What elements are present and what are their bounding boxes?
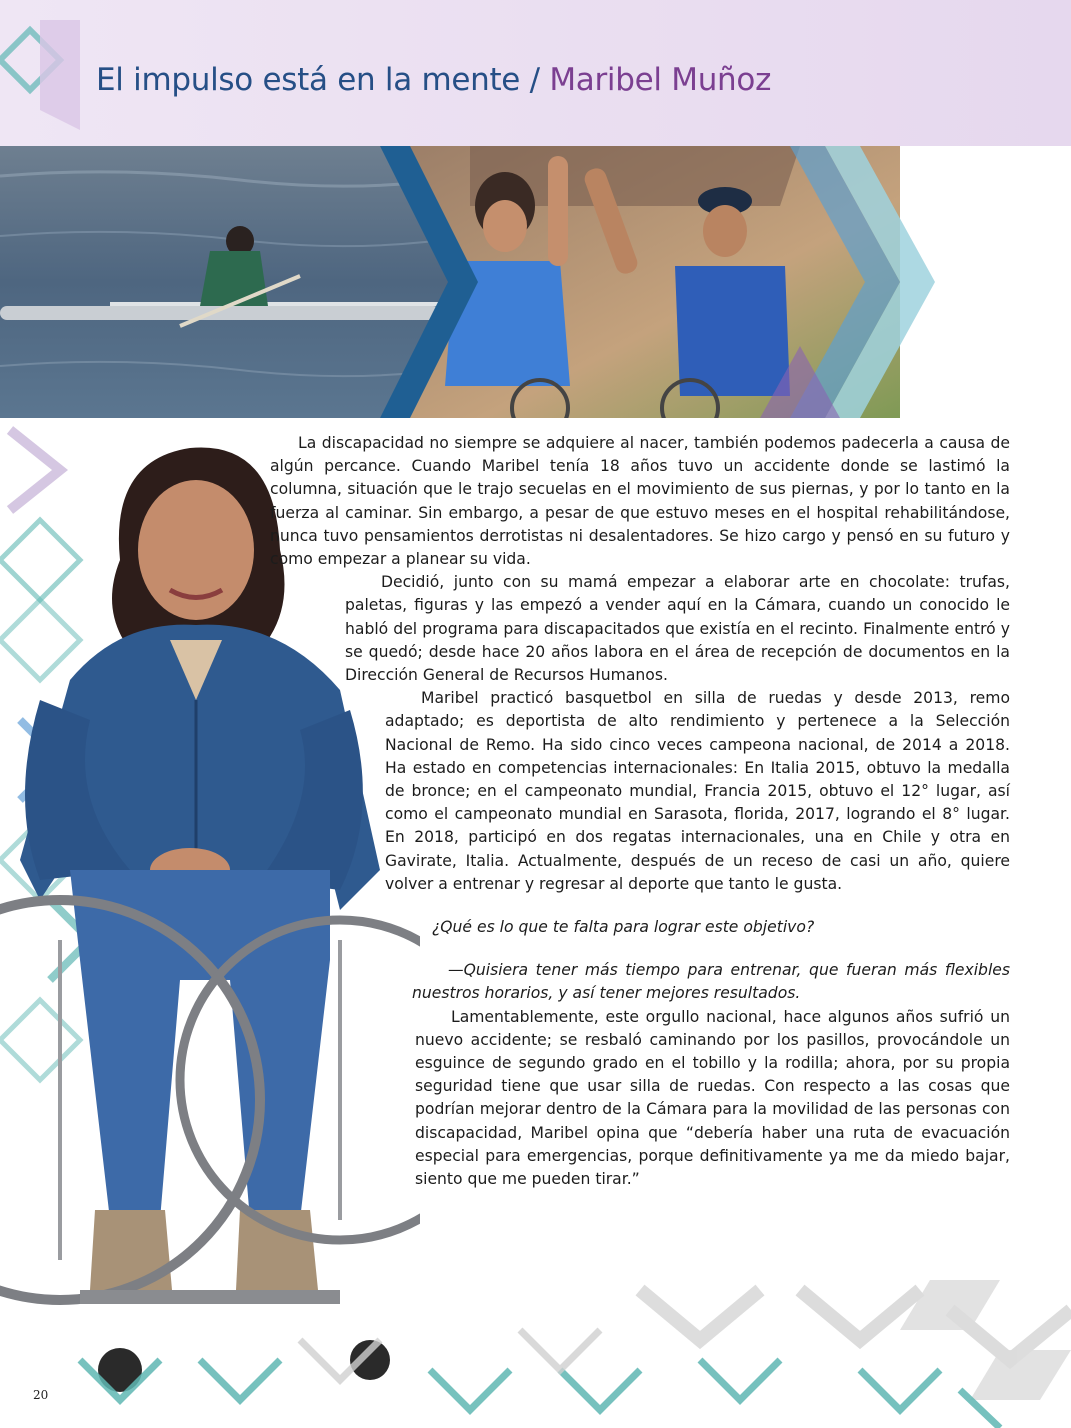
- article-body: [270, 432, 1010, 1312]
- interview-question: ¿Qué es lo que te falta para lograr este objetivo?: [432, 918, 815, 937]
- photo-strip: [0, 146, 1071, 418]
- article-paragraph: Maribel practicó basquetbol en silla de ruedas y desde 2013, remo adaptado; es deportista de alto rendimiento y pertenece a la Selección Nacional de Remo. Ha sido cinco veces campeona nacional, de 2014 a 2018. Ha estado en competencias internacionales: En Italia 2015, obtuvo la medalla de bronce; en el campeonato mundial, Francia 2015, obtuvo el 12° lugar, así como el campeonato mundial en Sarasota, florida, 2017, logrando el 8° lugar. En 2018, participó en dos regatas internacionales, una en Chile y otra en Gavirate, Italia. Actualmente, después de un receso de casi un año, quiere volver a entrenar y regresar al deporte que tanto le gusta.: [385, 689, 1010, 893]
- rowing-photo: [0, 146, 470, 418]
- page-title: [96, 62, 771, 98]
- title-person-name: Maribel Muñoz: [549, 62, 772, 98]
- title-subject: El impulso está en la mente /: [96, 62, 550, 98]
- page-number: 20: [33, 1388, 49, 1402]
- article-paragraph: Lamentablemente, este orgullo nacional, hace algunos años sufrió un nuevo accidente; se resbaló caminando por los pasillos, provocándole un esguince de segundo grado en el tobillo y la rodilla; ahora, por su propia seguridad tiene que usar silla de ruedas. Con respecto a las cosas que podrían mejorar dentro de la Cámara para la movilidad de las personas con discapacidad, Maribel opina que “debería haber una ruta de evacuación especial para emergencias, porque definitivamente ya me da miedo bajar, siento que me pueden tirar.”: [415, 1007, 1010, 1189]
- article-paragraph: Decidió, junto con su mamá empezar a elaborar arte en chocolate: trufas, paletas, figuras y las empezó a vender aquí en la Cámara, cuando un conocido le habló del programa para discapacitados que existía en el recinto. Finalmente entró y se quedó; desde hace 20 años labora en el área de recepción de documentos en la Dirección General de Recursos Humanos.: [345, 573, 1010, 685]
- interview-answer: —Quisiera tener más tiempo para entrenar, que fueran más flexibles nuestros horarios, y así tener mejores resultados.: [412, 961, 1010, 1003]
- article-paragraph: La discapacidad no siempre se adquiere al nacer, también podemos padecerla a causa de algún percance. Cuando Maribel tenía 18 años tuvo un accidente donde se lastimó la columna, situación que le trajo secuelas en el movimiento de sus piernas, y por lo tanto en la fuerza al caminar. Sin embargo, a pesar de que estuvo meses en el hospital rehabilitándose, nunca tuvo pensamientos derrotistas ni desalentadores. Se hizo cargo y pensó en su futuro y como empezar a planear su vida.: [270, 434, 1010, 569]
